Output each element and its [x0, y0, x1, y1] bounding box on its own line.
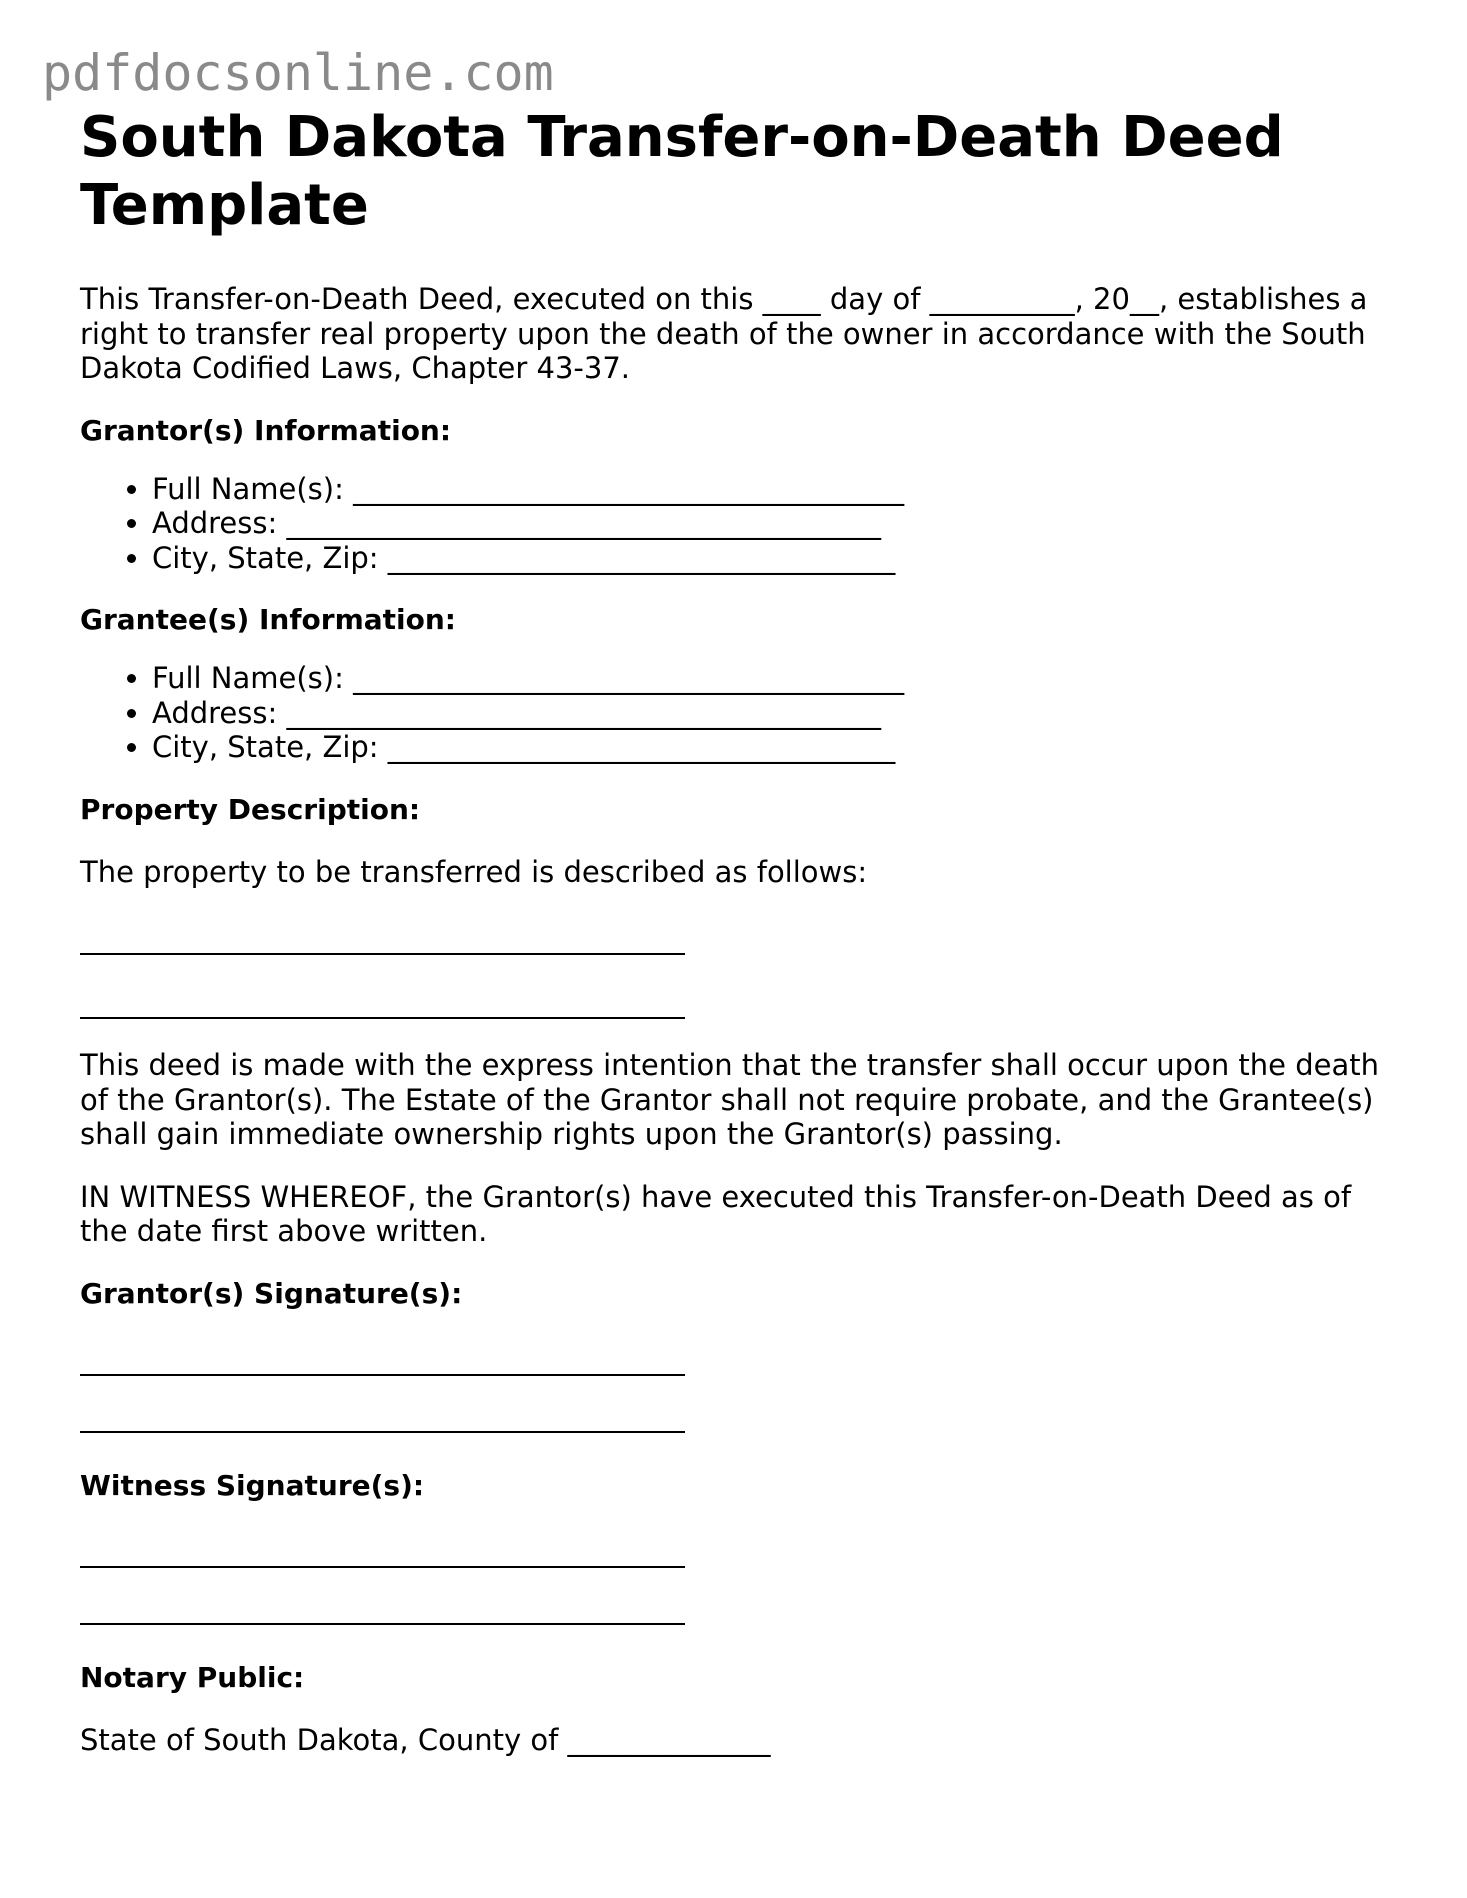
- grantor-signature-heading: Grantor(s) Signature(s):: [80, 1276, 463, 1310]
- grantor-signature-line-2[interactable]: [80, 1431, 685, 1433]
- property-description-line-2[interactable]: [80, 1017, 685, 1019]
- grantee-full-name-field[interactable]: • Full Name(s): ______________________________________: [152, 661, 1390, 696]
- property-description-text: The property to be transferred is described as follows:: [80, 854, 868, 889]
- witness-clause-paragraph: IN WITNESS WHEREOF, the Grantor(s) have executed this Transfer-on-Death Deed as of the date first above written.: [80, 1179, 1352, 1248]
- grantee-info-list: [80, 661, 1390, 765]
- document-title: South Dakota Transfer-on-Death Deed Template: [80, 105, 1284, 238]
- notary-county-field[interactable]: State of South Dakota, County of ______________: [80, 1722, 771, 1757]
- site-watermark: pdfdocsonline.com: [42, 44, 554, 102]
- grantor-full-name-field[interactable]: • Full Name(s): ______________________________________: [152, 472, 1390, 507]
- grantor-info-heading: Grantor(s) Information:: [80, 413, 452, 447]
- grantor-city-state-zip-field[interactable]: • City, State, Zip: ___________________________________: [152, 541, 1390, 576]
- grantee-city-state-zip-field[interactable]: • City, State, Zip: ___________________________________: [152, 730, 1390, 765]
- deed-document: [80, 104, 1390, 1757]
- witness-signature-heading: Witness Signature(s):: [80, 1468, 425, 1502]
- property-description-heading: Property Description:: [80, 792, 421, 826]
- grantee-address-field[interactable]: • Address: _________________________________________: [152, 696, 1390, 731]
- intro-paragraph: This Transfer-on-Death Deed, executed on this ____ day of __________, 20__, establishes a right to transfer real property upon the death of the owner in accordance with the South Dakota Codified Laws, Chapter 43-37.: [80, 282, 1368, 385]
- notary-public-heading: Notary Public:: [80, 1660, 305, 1694]
- grantor-info-list: [80, 472, 1390, 576]
- witness-signature-line-2[interactable]: [80, 1623, 685, 1625]
- intention-paragraph: This deed is made with the express intention that the transfer shall occur upon the death of the Grantor(s). The Estate of the Grantor shall not require probate, and the Grantee(s) shall gain immediate ownership rights upon the Grantor(s) passing.: [80, 1048, 1380, 1151]
- grantor-address-field[interactable]: • Address: _________________________________________: [152, 506, 1390, 541]
- grantee-info-heading: Grantee(s) Information:: [80, 603, 456, 636]
